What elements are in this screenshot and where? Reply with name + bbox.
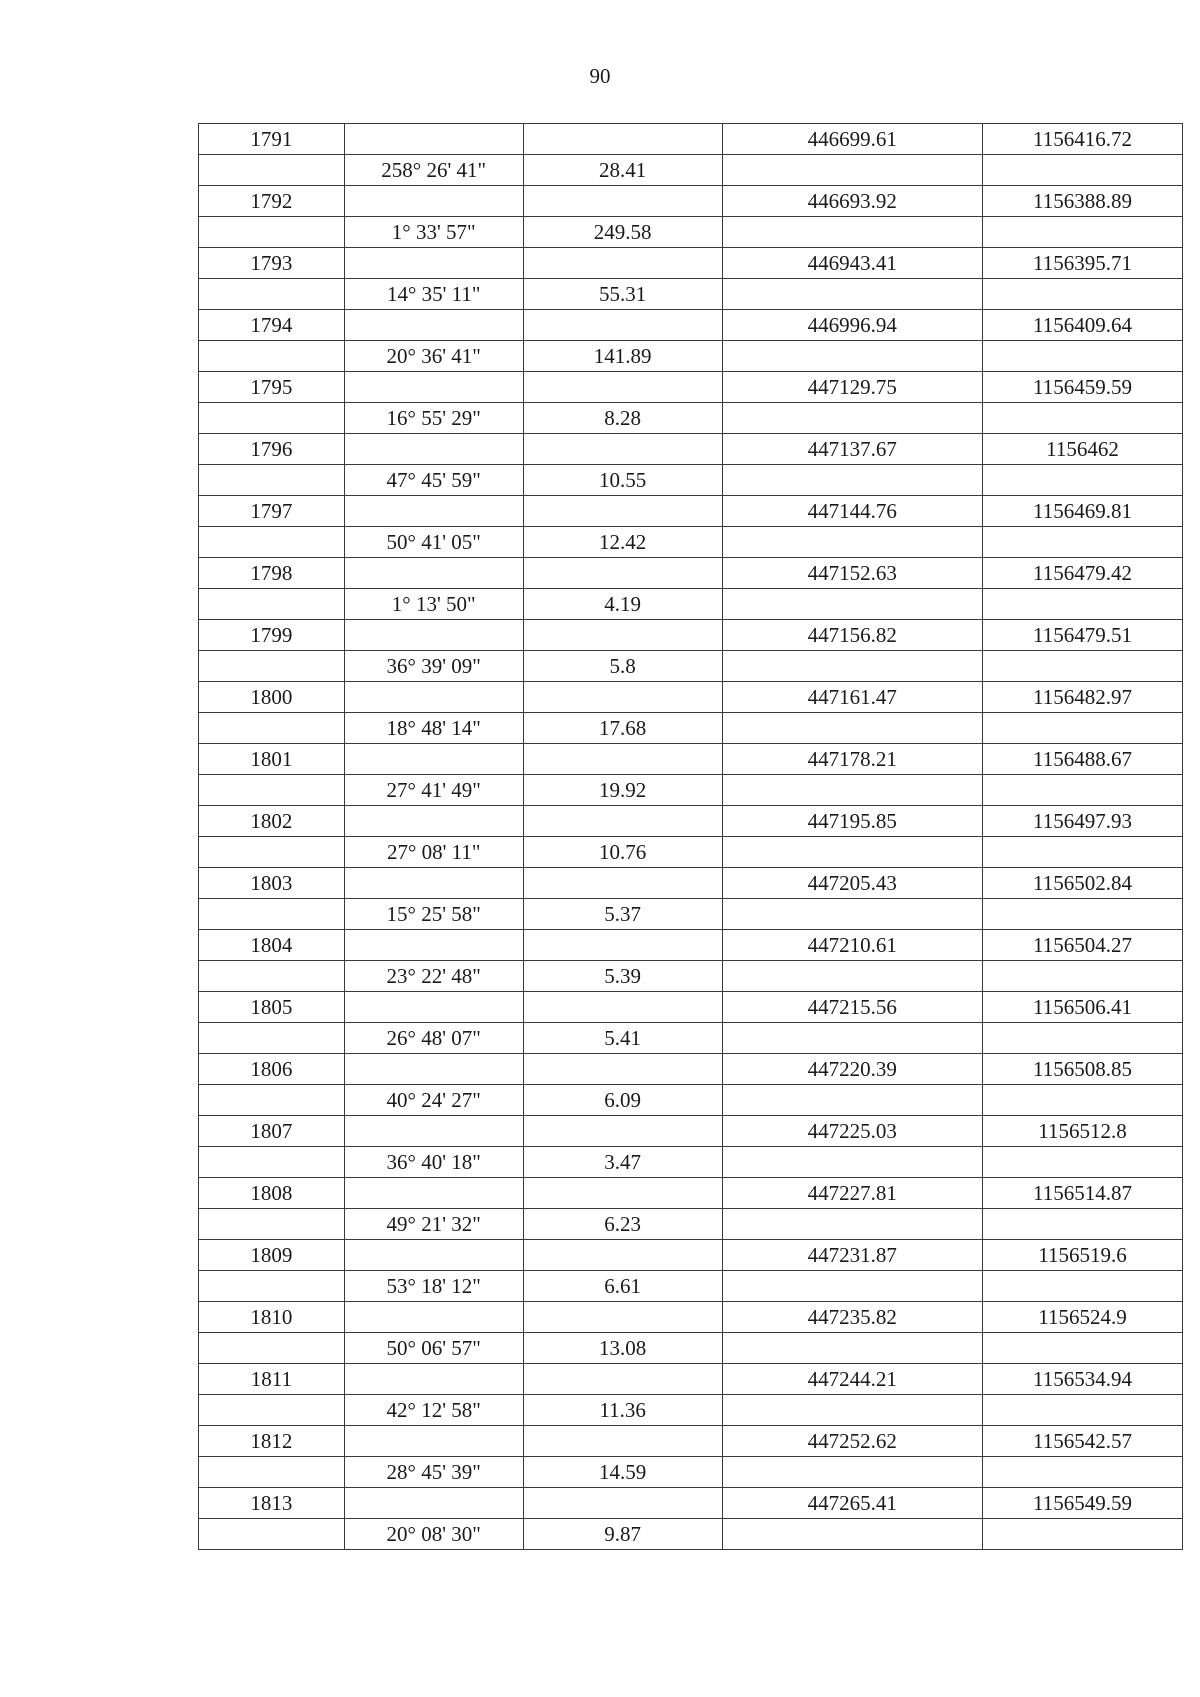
bearing-angle-cell [344,930,523,961]
distance-cell [523,1054,722,1085]
point-number-cell [199,217,345,248]
bearing-angle-cell: 50° 06' 57" [344,1333,523,1364]
x-coordinate-cell [722,1457,982,1488]
y-coordinate-cell: 1156519.6 [982,1240,1182,1271]
bearing-angle-cell: 18° 48' 14" [344,713,523,744]
x-coordinate-cell: 447129.75 [722,372,982,403]
bearing-angle-cell: 27° 41' 49" [344,775,523,806]
point-number-cell: 1813 [199,1488,345,1519]
y-coordinate-cell [982,403,1182,434]
point-row [199,1240,1183,1271]
distance-cell [523,992,722,1023]
bearing-angle-cell: 1° 13' 50" [344,589,523,620]
point-row [199,806,1183,837]
y-coordinate-cell: 1156549.59 [982,1488,1182,1519]
point-number-cell [199,961,345,992]
distance-cell [523,806,722,837]
point-number-cell [199,589,345,620]
bearing-angle-cell: 258° 26' 41" [344,155,523,186]
distance-cell [523,682,722,713]
point-row [199,496,1183,527]
leg-row [199,1457,1183,1488]
point-number-cell: 1812 [199,1426,345,1457]
distance-cell: 6.09 [523,1085,722,1116]
x-coordinate-cell: 447244.21 [722,1364,982,1395]
point-row [199,1178,1183,1209]
y-coordinate-cell: 1156534.94 [982,1364,1182,1395]
y-coordinate-cell [982,837,1182,868]
point-number-cell [199,775,345,806]
point-number-cell: 1792 [199,186,345,217]
bearing-angle-cell: 47° 45' 59" [344,465,523,496]
bearing-angle-cell [344,496,523,527]
point-number-cell [199,465,345,496]
x-coordinate-cell: 447137.67 [722,434,982,465]
bearing-angle-cell: 36° 39' 09" [344,651,523,682]
x-coordinate-cell [722,1085,982,1116]
bearing-angle-cell [344,620,523,651]
bearing-angle-cell [344,186,523,217]
x-coordinate-cell: 447156.82 [722,620,982,651]
bearing-angle-cell [344,248,523,279]
distance-cell [523,496,722,527]
distance-cell: 249.58 [523,217,722,248]
leg-row [199,1395,1183,1426]
bearing-angle-cell [344,1426,523,1457]
bearing-angle-cell [344,124,523,155]
y-coordinate-cell [982,1147,1182,1178]
distance-cell: 9.87 [523,1519,722,1550]
leg-row [199,1333,1183,1364]
x-coordinate-cell [722,651,982,682]
y-coordinate-cell: 1156506.41 [982,992,1182,1023]
distance-cell: 5.39 [523,961,722,992]
point-number-cell [199,1023,345,1054]
distance-cell [523,1488,722,1519]
bearing-angle-cell: 1° 33' 57" [344,217,523,248]
point-number-cell [199,155,345,186]
point-number-cell: 1795 [199,372,345,403]
y-coordinate-cell [982,1209,1182,1240]
point-number-cell [199,403,345,434]
y-coordinate-cell [982,527,1182,558]
point-number-cell: 1799 [199,620,345,651]
distance-cell: 5.37 [523,899,722,930]
x-coordinate-cell: 447152.63 [722,558,982,589]
x-coordinate-cell: 447195.85 [722,806,982,837]
distance-cell: 6.23 [523,1209,722,1240]
x-coordinate-cell: 447235.82 [722,1302,982,1333]
x-coordinate-cell: 447144.76 [722,496,982,527]
x-coordinate-cell: 446996.94 [722,310,982,341]
leg-row [199,837,1183,868]
leg-row [199,899,1183,930]
point-number-cell: 1797 [199,496,345,527]
y-coordinate-cell: 1156497.93 [982,806,1182,837]
y-coordinate-cell: 1156502.84 [982,868,1182,899]
bearing-angle-cell: 15° 25' 58" [344,899,523,930]
distance-cell: 55.31 [523,279,722,310]
distance-cell [523,1240,722,1271]
distance-cell: 11.36 [523,1395,722,1426]
y-coordinate-cell: 1156524.9 [982,1302,1182,1333]
distance-cell: 5.8 [523,651,722,682]
coordinates-table [198,123,1183,1550]
point-row [199,744,1183,775]
point-number-cell: 1800 [199,682,345,713]
distance-cell: 13.08 [523,1333,722,1364]
point-number-cell [199,1147,345,1178]
x-coordinate-cell: 447178.21 [722,744,982,775]
point-number-cell [199,1395,345,1426]
bearing-angle-cell: 50° 41' 05" [344,527,523,558]
y-coordinate-cell [982,713,1182,744]
bearing-angle-cell [344,806,523,837]
x-coordinate-cell [722,837,982,868]
bearing-angle-cell [344,372,523,403]
point-row [199,930,1183,961]
x-coordinate-cell: 447252.62 [722,1426,982,1457]
bearing-angle-cell: 49° 21' 32" [344,1209,523,1240]
point-row [199,1426,1183,1457]
x-coordinate-cell [722,713,982,744]
point-number-cell: 1803 [199,868,345,899]
distance-cell: 3.47 [523,1147,722,1178]
point-row [199,558,1183,589]
y-coordinate-cell: 1156416.72 [982,124,1182,155]
x-coordinate-cell [722,1023,982,1054]
x-coordinate-cell [722,465,982,496]
bearing-angle-cell: 28° 45' 39" [344,1457,523,1488]
y-coordinate-cell [982,1519,1182,1550]
point-row [199,1488,1183,1519]
point-number-cell: 1802 [199,806,345,837]
y-coordinate-cell [982,341,1182,372]
point-row [199,1364,1183,1395]
bearing-angle-cell: 26° 48' 07" [344,1023,523,1054]
bearing-angle-cell [344,1488,523,1519]
x-coordinate-cell: 447205.43 [722,868,982,899]
point-row [199,372,1183,403]
point-number-cell [199,651,345,682]
y-coordinate-cell: 1156482.97 [982,682,1182,713]
bearing-angle-cell: 14° 35' 11" [344,279,523,310]
x-coordinate-cell [722,155,982,186]
point-number-cell [199,527,345,558]
leg-row [199,713,1183,744]
x-coordinate-cell: 447225.03 [722,1116,982,1147]
point-number-cell [199,341,345,372]
distance-cell: 141.89 [523,341,722,372]
leg-row [199,1271,1183,1302]
x-coordinate-cell: 447265.41 [722,1488,982,1519]
point-number-cell [199,1209,345,1240]
bearing-angle-cell [344,558,523,589]
y-coordinate-cell [982,775,1182,806]
x-coordinate-cell: 447210.61 [722,930,982,961]
bearing-angle-cell [344,1364,523,1395]
bearing-angle-cell [344,1302,523,1333]
leg-row [199,403,1183,434]
leg-row [199,1519,1183,1550]
x-coordinate-cell: 446699.61 [722,124,982,155]
bearing-angle-cell [344,1240,523,1271]
x-coordinate-cell [722,1519,982,1550]
distance-cell [523,1426,722,1457]
y-coordinate-cell: 1156488.67 [982,744,1182,775]
y-coordinate-cell [982,589,1182,620]
y-coordinate-cell: 1156479.42 [982,558,1182,589]
bearing-angle-cell [344,868,523,899]
x-coordinate-cell [722,403,982,434]
distance-cell [523,372,722,403]
x-coordinate-cell [722,1333,982,1364]
point-number-cell: 1811 [199,1364,345,1395]
y-coordinate-cell [982,1023,1182,1054]
leg-row [199,155,1183,186]
bearing-angle-cell: 42° 12' 58" [344,1395,523,1426]
point-row [199,620,1183,651]
point-row [199,992,1183,1023]
distance-cell [523,186,722,217]
y-coordinate-cell: 1156514.87 [982,1178,1182,1209]
distance-cell: 12.42 [523,527,722,558]
point-number-cell [199,899,345,930]
point-number-cell: 1806 [199,1054,345,1085]
x-coordinate-cell [722,775,982,806]
x-coordinate-cell [722,1395,982,1426]
y-coordinate-cell: 1156512.8 [982,1116,1182,1147]
y-coordinate-cell: 1156409.64 [982,310,1182,341]
y-coordinate-cell [982,1333,1182,1364]
distance-cell: 14.59 [523,1457,722,1488]
x-coordinate-cell: 446693.92 [722,186,982,217]
point-number-cell: 1796 [199,434,345,465]
leg-row [199,1147,1183,1178]
distance-cell: 6.61 [523,1271,722,1302]
y-coordinate-cell: 1156388.89 [982,186,1182,217]
distance-cell [523,558,722,589]
distance-cell: 17.68 [523,713,722,744]
x-coordinate-cell [722,1209,982,1240]
bearing-angle-cell [344,1116,523,1147]
x-coordinate-cell [722,279,982,310]
leg-row [199,527,1183,558]
distance-cell [523,248,722,279]
x-coordinate-cell: 447231.87 [722,1240,982,1271]
bearing-angle-cell: 36° 40' 18" [344,1147,523,1178]
distance-cell: 10.55 [523,465,722,496]
y-coordinate-cell: 1156462 [982,434,1182,465]
point-number-cell [199,1333,345,1364]
x-coordinate-cell [722,527,982,558]
point-row [199,186,1183,217]
distance-cell [523,744,722,775]
point-number-cell: 1793 [199,248,345,279]
leg-row [199,465,1183,496]
bearing-angle-cell: 16° 55' 29" [344,403,523,434]
distance-cell [523,434,722,465]
x-coordinate-cell [722,961,982,992]
point-row [199,1116,1183,1147]
x-coordinate-cell: 447215.56 [722,992,982,1023]
distance-cell [523,1178,722,1209]
distance-cell: 4.19 [523,589,722,620]
leg-row [199,589,1183,620]
page-number: 90 [589,64,611,88]
y-coordinate-cell [982,651,1182,682]
y-coordinate-cell: 1156504.27 [982,930,1182,961]
y-coordinate-cell: 1156469.81 [982,496,1182,527]
y-coordinate-cell: 1156459.59 [982,372,1182,403]
point-row [199,310,1183,341]
distance-cell [523,310,722,341]
bearing-angle-cell [344,1054,523,1085]
x-coordinate-cell: 447220.39 [722,1054,982,1085]
distance-cell [523,620,722,651]
x-coordinate-cell [722,341,982,372]
distance-cell [523,868,722,899]
leg-row [199,217,1183,248]
distance-cell: 5.41 [523,1023,722,1054]
bearing-angle-cell: 20° 36' 41" [344,341,523,372]
y-coordinate-cell [982,217,1182,248]
y-coordinate-cell [982,1085,1182,1116]
bearing-angle-cell [344,310,523,341]
point-number-cell [199,1519,345,1550]
bearing-angle-cell: 53° 18' 12" [344,1271,523,1302]
distance-cell: 19.92 [523,775,722,806]
point-row [199,248,1183,279]
y-coordinate-cell [982,155,1182,186]
point-row [199,682,1183,713]
x-coordinate-cell [722,217,982,248]
bearing-angle-cell [344,744,523,775]
x-coordinate-cell [722,589,982,620]
x-coordinate-cell [722,1147,982,1178]
leg-row [199,1209,1183,1240]
distance-cell: 28.41 [523,155,722,186]
point-number-cell: 1801 [199,744,345,775]
bearing-angle-cell [344,434,523,465]
bearing-angle-cell [344,1178,523,1209]
point-number-cell [199,713,345,744]
point-number-cell: 1794 [199,310,345,341]
leg-row [199,961,1183,992]
point-number-cell [199,1271,345,1302]
point-number-cell [199,1457,345,1488]
point-number-cell: 1809 [199,1240,345,1271]
bearing-angle-cell: 27° 08' 11" [344,837,523,868]
point-number-cell: 1791 [199,124,345,155]
distance-cell [523,930,722,961]
point-number-cell: 1798 [199,558,345,589]
leg-row [199,775,1183,806]
point-row [199,1054,1183,1085]
y-coordinate-cell: 1156479.51 [982,620,1182,651]
x-coordinate-cell: 447227.81 [722,1178,982,1209]
point-number-cell: 1810 [199,1302,345,1333]
distance-cell [523,1302,722,1333]
y-coordinate-cell: 1156395.71 [982,248,1182,279]
x-coordinate-cell [722,899,982,930]
leg-row [199,1085,1183,1116]
y-coordinate-cell [982,1395,1182,1426]
x-coordinate-cell: 447161.47 [722,682,982,713]
leg-row [199,651,1183,682]
bearing-angle-cell [344,992,523,1023]
y-coordinate-cell [982,1271,1182,1302]
point-row [199,868,1183,899]
bearing-angle-cell: 40° 24' 27" [344,1085,523,1116]
leg-row [199,341,1183,372]
leg-row [199,1023,1183,1054]
y-coordinate-cell: 1156542.57 [982,1426,1182,1457]
point-number-cell [199,1085,345,1116]
point-row [199,1302,1183,1333]
point-row [199,124,1183,155]
distance-cell: 10.76 [523,837,722,868]
leg-row [199,279,1183,310]
y-coordinate-cell [982,899,1182,930]
distance-cell [523,124,722,155]
point-number-cell [199,279,345,310]
y-coordinate-cell [982,1457,1182,1488]
point-row [199,434,1183,465]
point-number-cell: 1805 [199,992,345,1023]
distance-cell: 8.28 [523,403,722,434]
distance-cell [523,1364,722,1395]
point-number-cell: 1804 [199,930,345,961]
point-number-cell: 1808 [199,1178,345,1209]
y-coordinate-cell [982,961,1182,992]
bearing-angle-cell: 20° 08' 30" [344,1519,523,1550]
y-coordinate-cell [982,465,1182,496]
coordinates-table-body [199,124,1183,1550]
distance-cell [523,1116,722,1147]
x-coordinate-cell [722,1271,982,1302]
point-number-cell [199,837,345,868]
x-coordinate-cell: 446943.41 [722,248,982,279]
bearing-angle-cell: 23° 22' 48" [344,961,523,992]
y-coordinate-cell [982,279,1182,310]
point-number-cell: 1807 [199,1116,345,1147]
y-coordinate-cell: 1156508.85 [982,1054,1182,1085]
bearing-angle-cell [344,682,523,713]
